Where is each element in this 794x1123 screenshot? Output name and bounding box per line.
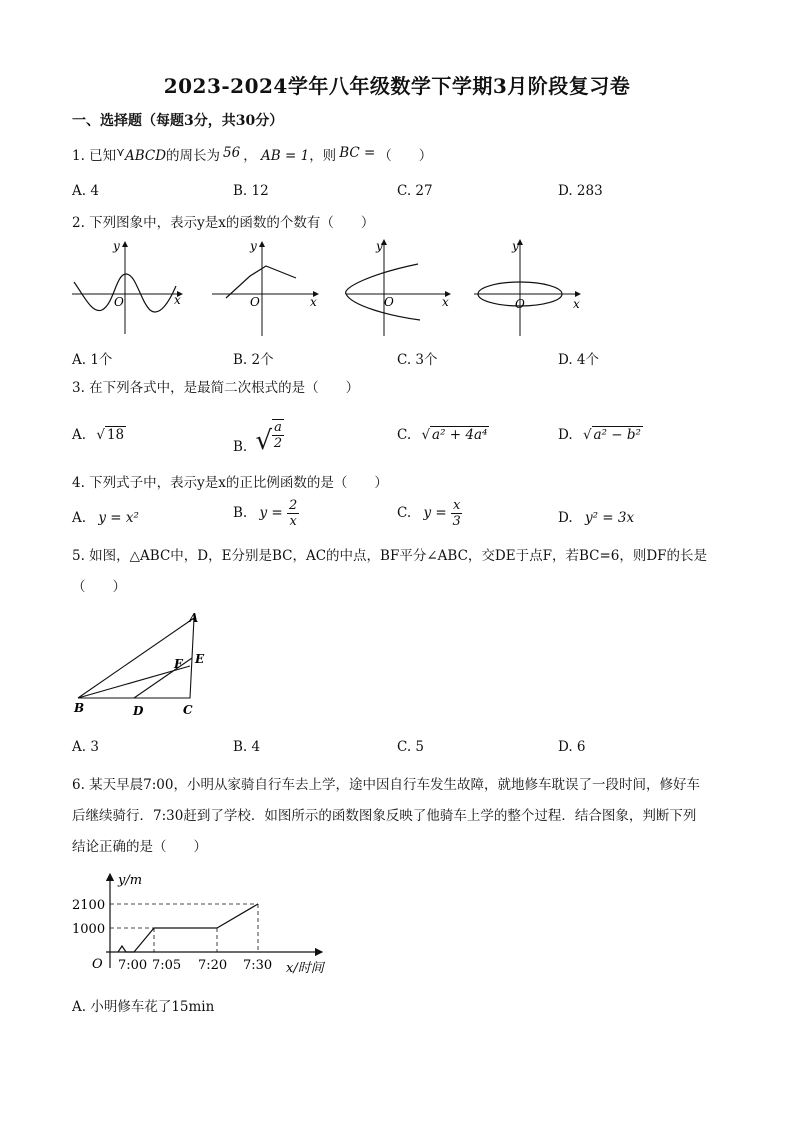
q1-pre: 1. 已知 [72,148,117,164]
q1-option-b: B. 12 [233,183,269,199]
q4-fraction-c [451,498,462,529]
q4-c-lhs: y = [423,505,447,521]
sqrt-icon: √ [96,427,105,443]
graph-origin: O [92,957,103,972]
q3-label-d: D. [558,427,573,443]
q3-b-numerator: a [274,419,282,435]
question-5-paren: （ ） [72,579,126,595]
sqrt-icon: √ [582,427,592,443]
graph-4-y-label: y [512,239,519,253]
q4-c-numerator: x [452,498,461,513]
question-2-stem: 2. 下列图象中，表示y是x的函数的个数有（ ） [72,215,375,231]
q5-option-d: D. 6 [558,739,586,755]
graph-2-piecewise [212,239,318,336]
graph-1-origin: O [114,295,124,309]
q1-option-d: D. 283 [558,183,603,199]
point-a-label: A [189,611,199,625]
graph-2-origin: O [250,295,260,309]
graph-1-x-label: x [174,293,181,307]
q5-triangle-figure [72,608,222,720]
graph-4-ellipse [474,239,580,336]
graph-3-origin: O [384,295,394,309]
q1-shape: ABCD [124,148,167,164]
graph-3-parabola [346,239,450,336]
q5-option-a: A. 3 [72,739,99,755]
q4-b-numerator: 2 [289,498,298,513]
point-d-label: D [133,704,144,718]
question-6-line-3: 结论正确的是（ ） [72,839,207,855]
question-5-stem: 5. 如图，△ABC中，D，E分别是BC，AC的中点，BF平分∠ABC，交DE于点F，若BC=6，则DF的长是 [72,548,708,564]
graph-4-x-label: x [573,297,580,311]
graph-4-origin: O [515,297,525,311]
q4-option-c [397,498,462,529]
point-b-label: B [74,701,85,715]
q2-option-b: B. 2个 [233,352,274,368]
graph-3-x-label: x [442,295,449,309]
graph-2-x-label: x [310,295,317,309]
graph-3-y-label: y [376,239,383,253]
q3-option-a [72,427,126,443]
q3-radicand-c: a² + 4a⁴ [432,427,488,443]
question-3-stem: 3. 在下列各式中，是最简二次根式的是（ ） [72,380,360,396]
q4-option-a [72,510,139,526]
graph-x-label: x/时间 [286,961,324,976]
q5-option-c: C. 5 [397,739,425,755]
q4-b-lhs: y = [259,505,283,521]
graph-1-sine [72,239,182,334]
question-6-line-1: 6. 某天早晨7:00，小明从家骑自行车去上学，途中因自行车发生故障，就地修车耽误了一段时间，修好车 [72,777,700,793]
section-heading: 一、选择题（每题3分，共30分） [72,113,284,129]
q4-b-denominator: x [289,514,297,529]
q3-option-c [397,427,489,443]
parallelogram-symbol: ⋎ [116,145,125,159]
graph-1-y-label: y [113,239,120,253]
q1-option-a: A. 4 [72,183,99,199]
graph-x-tick-700: 7:00 [118,958,148,973]
q4-label-d: D. [558,510,573,526]
point-c-label: C [183,703,193,717]
q3-fraction-b [272,419,284,451]
graph-y-label: y/m [118,873,143,888]
q1-perimeter: 56 [223,145,241,161]
q3-radicand-d: a² − b² [593,427,641,443]
q4-fraction-b [287,498,299,529]
q2-graphs [70,236,590,338]
q1-option-c: C. 27 [397,183,433,199]
q6-option-a: A. 小明修车花了15min [72,999,215,1015]
q4-expr-d: y² = 3x [584,510,635,526]
q3-option-d [558,427,643,443]
q1-mid3: ，则 [309,148,337,164]
q4-expr-a: y = x² [98,510,139,526]
q4-option-b [233,498,299,529]
graph-2-y-label: y [250,239,257,253]
q4-label-a: A. [72,510,87,526]
graph-x-tick-720: 7:20 [198,958,228,973]
graph-x-tick-705: 7:05 [152,958,182,973]
q4-label-c: C. [397,505,412,521]
q2-option-a: A. 1个 [72,352,113,368]
q1-ab: AB = 1 [261,148,310,164]
graph-y-tick-1000: 1000 [72,922,106,937]
q3-radicand-a: 18 [106,427,125,443]
graph-y-tick-2100: 2100 [72,898,106,913]
q1-bc: BC = [339,145,376,161]
q4-c-denominator: 3 [452,514,461,529]
q6-distance-time-graph [70,868,350,980]
page-title: 2023-2024学年八年级数学下学期3月阶段复习卷 [163,74,631,98]
q4-label-b: B. [233,505,248,521]
sqrt-icon: √ [421,427,431,443]
q3-label-b: B. [233,439,248,455]
q4-option-d [558,510,634,526]
point-f-label: F [174,657,183,671]
q1-mid1: 的周长为 [166,148,221,164]
q1-mid2: ， [243,148,257,164]
sqrt-icon: √ [255,426,273,456]
q1-tail: （ ） [378,148,433,164]
q3-option-b [233,414,284,456]
q2-option-c: C. 3个 [397,352,438,368]
q3-label-a: A. [72,427,87,443]
q2-option-d: D. 4个 [558,352,600,368]
q3-label-c: C. [397,427,412,443]
question-1-stem [72,146,432,166]
question-6-line-2: 后继续骑行．7:30赶到了学校．如图所示的函数图象反映了他骑车上学的整个过程．结合图象，判断下列 [72,808,697,824]
graph-x-tick-730: 7:30 [243,958,273,973]
point-e-label: E [195,652,205,666]
q5-option-b: B. 4 [233,739,261,755]
question-4-stem: 4. 下列式子中，表示y是x的正比例函数的是（ ） [72,475,388,491]
q3-b-denominator: 2 [273,435,283,451]
